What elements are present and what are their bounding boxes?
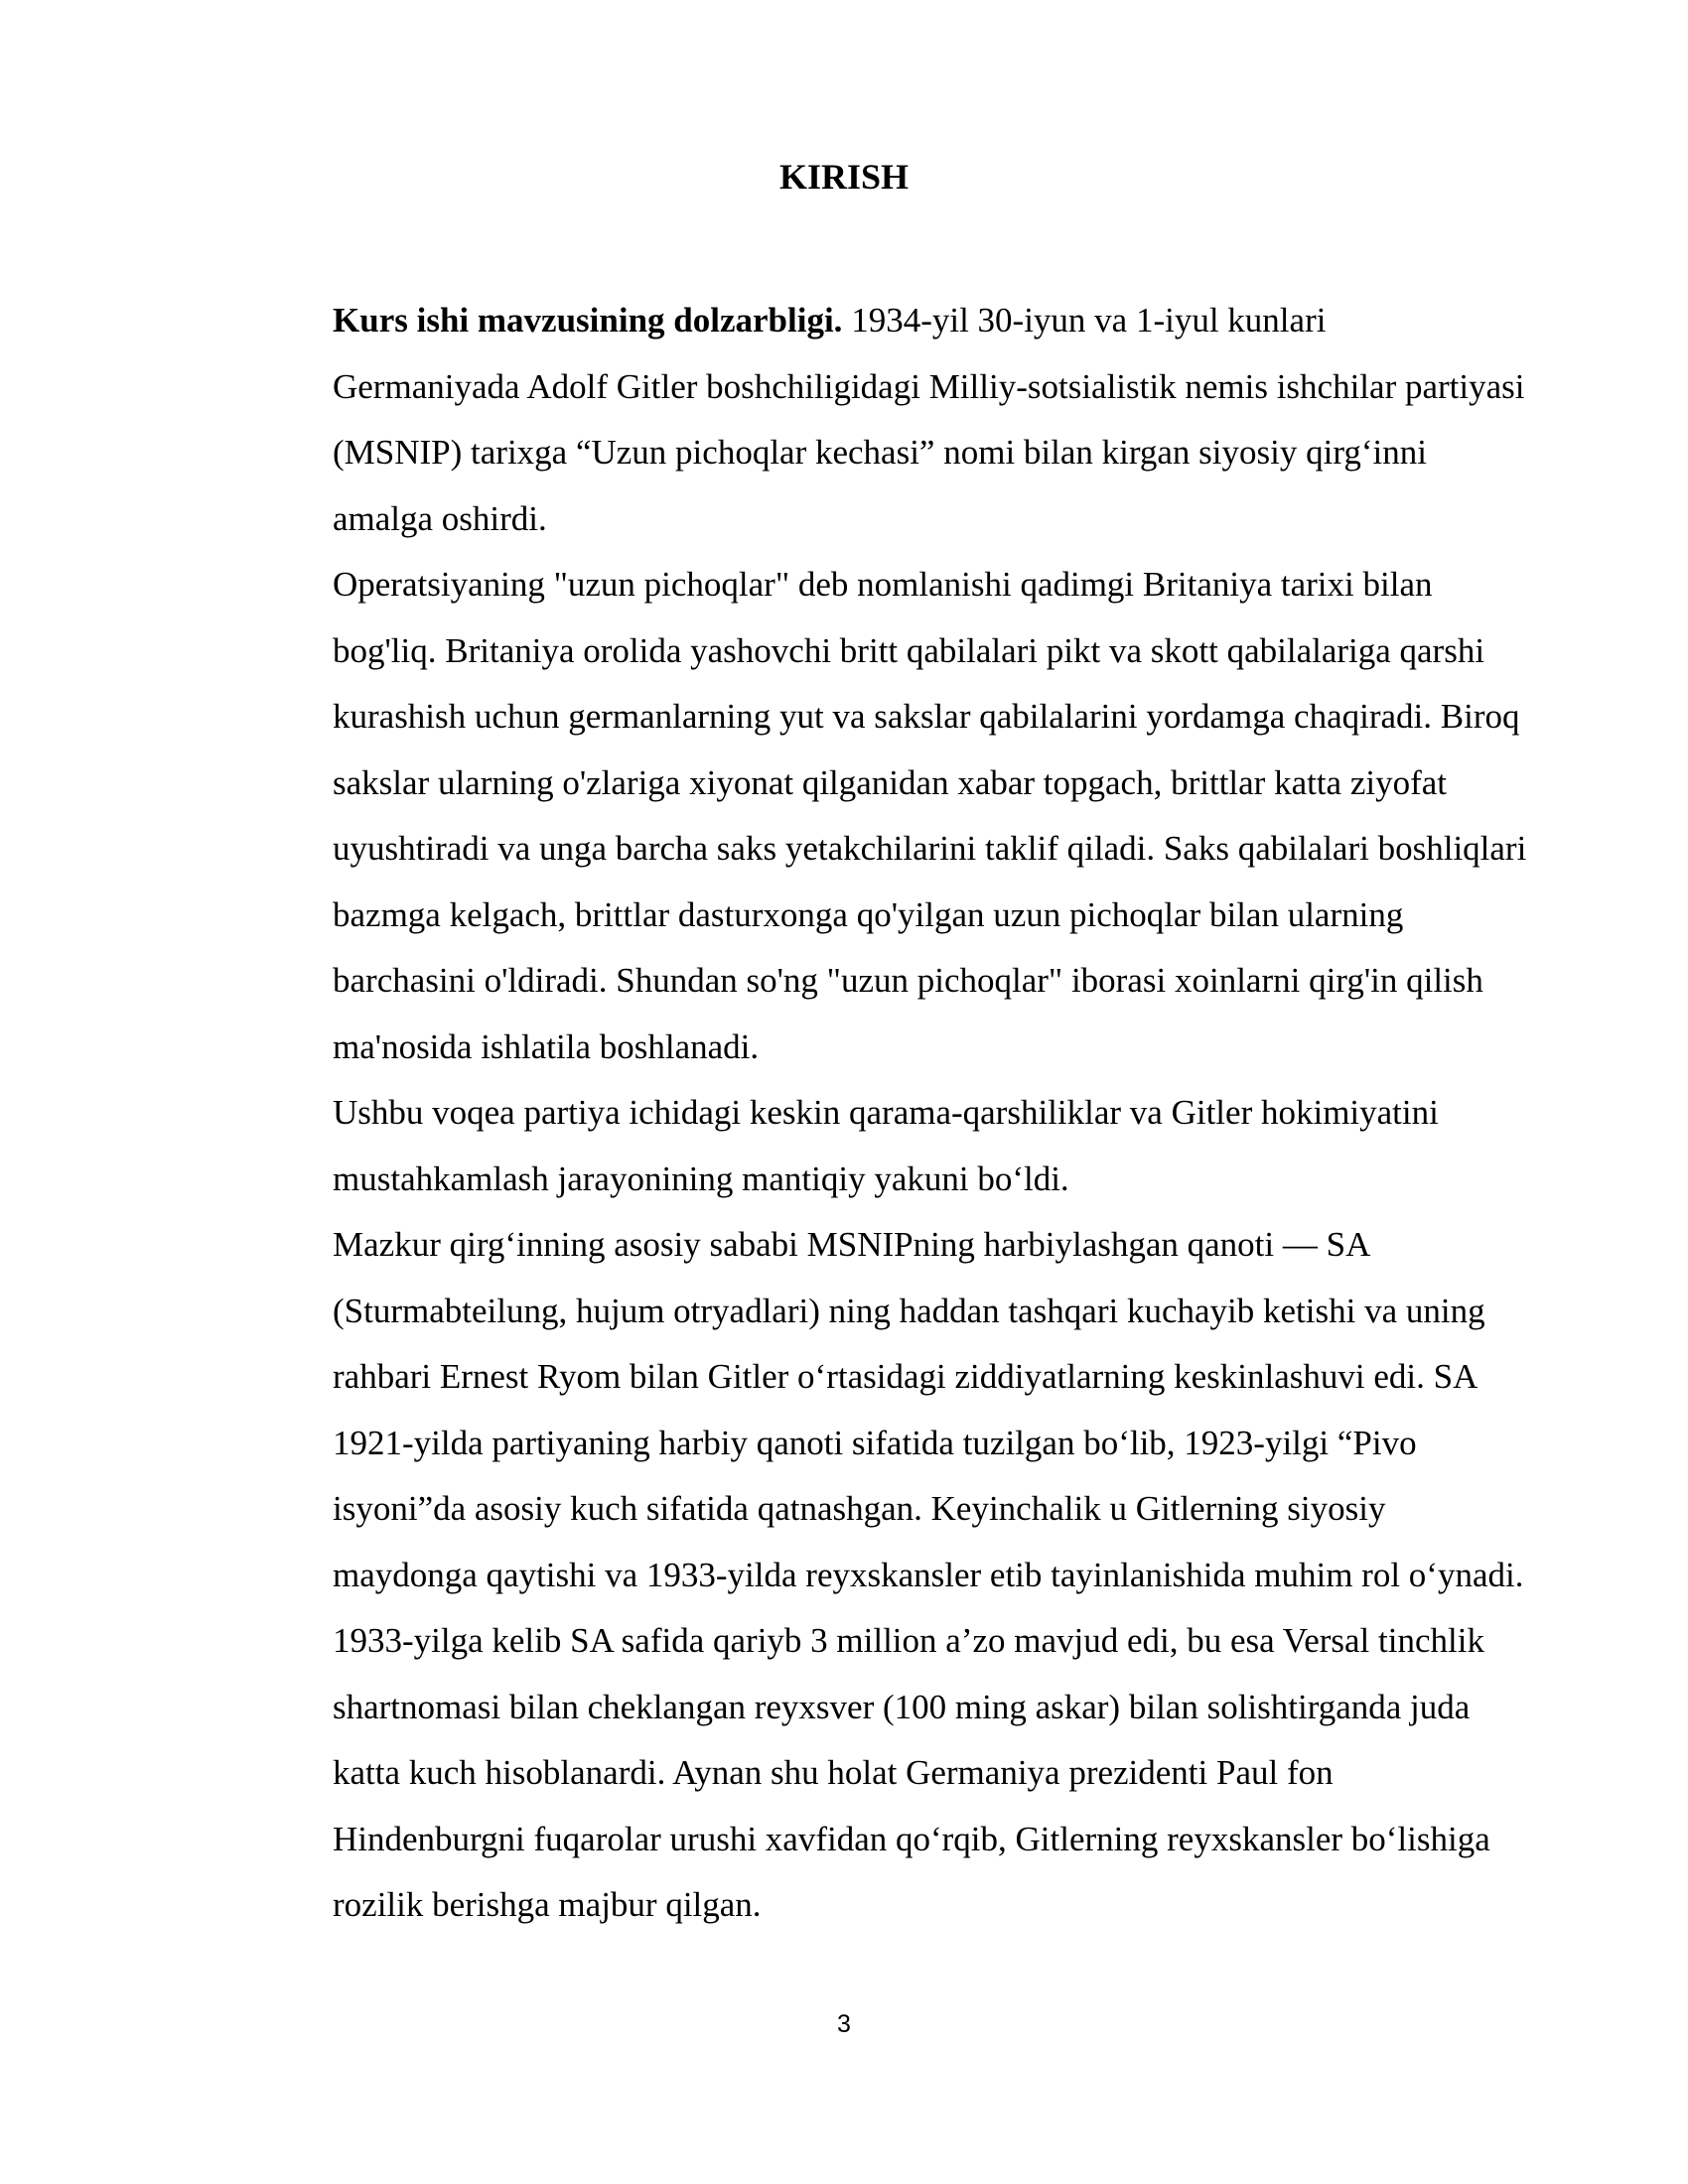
text-line: mustahkamlash jarayonining mantiqiy yakuni bo‘ldi. bbox=[333, 1159, 1069, 1198]
text-line: sakslar ularning o'zlariga xiyonat qilganidan xabar topgach, brittlar katta ziyofat bbox=[333, 762, 1448, 802]
paragraph-main-cause bbox=[232, 1212, 1563, 1939]
page-number: 3 bbox=[837, 2010, 851, 2038]
text-line: ma'nosida ishlatila boshlanadi. bbox=[333, 1026, 760, 1066]
text-line bbox=[232, 288, 1563, 354]
text-line: maydonga qaytishi va 1933-yilda reyxskansler etib tayinlanishida muhim rol o‘ynadi. bbox=[333, 1555, 1524, 1594]
text-line: shartnomasi bilan cheklangan reyxsver (100 ming askar) bilan solishtirganda juda bbox=[333, 1687, 1471, 1726]
text-line: rozilik berishga majbur qilgan. bbox=[333, 1885, 762, 1924]
text-line: (MSNIP) tarixga “Uzun pichoqlar kechasi” nomi bilan kirgan siyosiy qirg‘inni bbox=[333, 433, 1427, 472]
text-line: bazmga kelgach, brittlar dasturxonga qo'yilgan uzun pichoqlar bilan ularning bbox=[333, 894, 1404, 934]
text-line: Operatsiyaning "uzun pichoqlar" deb nomlanishi qadimgi Britaniya tarixi bilan bbox=[333, 565, 1433, 604]
text-line: katta kuch hisoblanardi. Aynan shu holat Germaniya prezidenti Paul fon bbox=[333, 1753, 1334, 1792]
text-line: bog'liq. Britaniya orolida yashovchi britt qabilalari pikt va skott qabilalariga qarshi bbox=[333, 630, 1485, 670]
text-line: isyoni”da asosiy kuch sifatida qatnashgan. Keyinchalik u Gitlerning siyosiy bbox=[333, 1489, 1386, 1528]
paragraph-operation-name bbox=[232, 552, 1563, 1080]
text-line: (Sturmabteilung, hujum otryadlari) ning haddan tashqari kuchayib ketishi va uning bbox=[333, 1291, 1485, 1330]
text-line: amalga oshirdi. bbox=[333, 498, 547, 538]
body-text bbox=[232, 288, 1563, 1939]
text-line: barchasini o'ldiradi. Shundan so'ng "uzun pichoqlar" iborasi xoinlarni qirg'in qilish bbox=[333, 961, 1483, 1000]
text-line: 1933-yilga kelib SA safida qariyb 3 million a’zo mavjud edi, bu esa Versal tinchlik bbox=[333, 1621, 1484, 1660]
text-line: kurashish uchun germanlarning yut va sakslar qabilalarini yordamga chaqiradi. Biroq bbox=[333, 697, 1520, 736]
text-line: rahbari Ernest Ryom bilan Gitler o‘rtasidagi ziddiyatlarning keskinlashuvi edi. SA bbox=[333, 1357, 1478, 1396]
paragraph-relevance bbox=[232, 288, 1563, 552]
text-line: Hindenburgni fuqarolar urushi xavfidan qo‘rqib, Gitlerning reyxskansler bo‘lishiga bbox=[333, 1819, 1490, 1858]
text-line: Ushbu voqea partiya ichidagi keskin qarama-qarshiliklar va Gitler hokimiyatini bbox=[333, 1093, 1439, 1132]
page-title: KIRISH bbox=[778, 157, 910, 197]
text-line: 1921-yilda partiyaning harbiy qanoti sifatida tuzilgan bo‘lib, 1923-yilgi “Pivo bbox=[333, 1423, 1417, 1462]
lead-heading: Kurs ishi mavzusining dolzarbligi. bbox=[333, 301, 843, 340]
text-line: uyushtiradi va unga barcha saks yetakchilarini taklif qiladi. Saks qabilalari boshliqlari bbox=[333, 829, 1527, 868]
paragraph-event-result bbox=[232, 1080, 1563, 1212]
text-line: Germaniyada Adolf Gitler boshchiligidagi Milliy-sotsialistik nemis ishchilar partiyasi bbox=[333, 366, 1525, 406]
text-line-content: 1934-yil 30-iyun va 1-iyul kunlari bbox=[842, 301, 1327, 340]
text-line: Mazkur qirg‘inning asosiy sababi MSNIPning harbiylashgan qanoti — SA bbox=[333, 1225, 1371, 1264]
